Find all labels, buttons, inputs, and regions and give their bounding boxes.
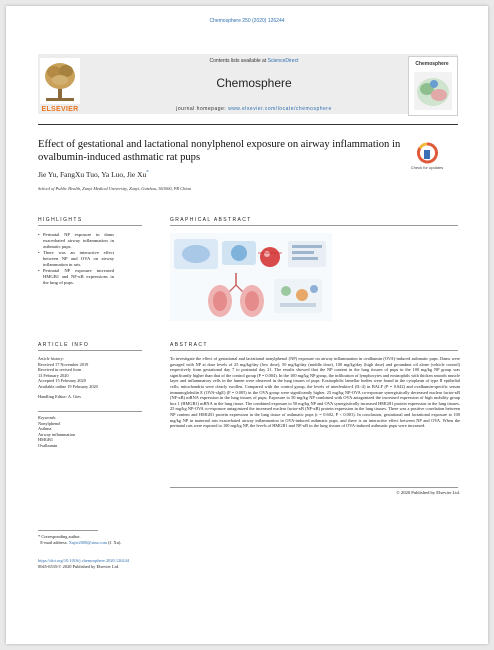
keywords-block (38, 415, 138, 449)
corresponding-author-mark[interactable]: * (146, 170, 149, 176)
homepage-link[interactable]: www.elsevier.com/locate/chemosphere (228, 106, 332, 112)
highlights-list (38, 232, 114, 286)
footnote-rule (38, 530, 98, 531)
author-affiliation: School of Public Health, Zunyi Medical University, Zunyi, Guizhou, 563000, PR China (38, 186, 191, 191)
article-history (38, 356, 138, 399)
corresponding-author-footnote (38, 534, 238, 546)
keywords-label: Keywords: (38, 415, 57, 420)
email-suffix: (J. Xu). (108, 539, 122, 545)
cover-title: Chemosphere (415, 61, 449, 67)
footnote-mark: * (38, 534, 41, 539)
sciencedirect-link[interactable]: ScienceDirect (267, 58, 299, 64)
check-for-updates-label: Check for updates (410, 165, 444, 170)
elsevier-tree-logo[interactable] (40, 58, 80, 104)
graphical-abstract-figure[interactable] (170, 233, 332, 321)
handling-editor: Handling Editor: A. Gies (38, 393, 81, 399)
authors-text: Jie Yu, FangXu Tuo, Ya Luo, Jie Xu (38, 170, 147, 179)
issn-line: 0045-6535/© 2020 Published by Elsevier Ltd. (38, 563, 120, 569)
keywords-rule (38, 411, 142, 412)
highlight-item: • Perinatal NP exposure in dams exacerbated airway inflammation in asthmatic pups. (38, 232, 114, 250)
highlights-rule (38, 225, 142, 226)
header-rule (38, 124, 458, 125)
history-line: 13 February 2020 (38, 372, 69, 378)
article-info-rule (38, 350, 142, 351)
abstract-end-rule (170, 487, 458, 488)
doi-link[interactable]: https://doi.org/10.1016/j.chemosphere.2020.126244 (38, 558, 130, 563)
history-label: Article history: (38, 356, 65, 361)
journal-name: Chemosphere (216, 76, 292, 90)
publisher-name: ELSEVIER (41, 106, 79, 113)
abstract-heading: ABSTRACT (170, 342, 208, 348)
keyword: Asthma (38, 426, 52, 432)
article-title: Effect of gestational and lactational nonylphenol exposure on airway inflammation in ovalbumin-induced asthmatic rat pups (38, 139, 401, 163)
footnote-label: Corresponding author. (41, 534, 81, 539)
history-line: Received 17 November 2019 (38, 361, 89, 367)
doi-block (38, 558, 298, 570)
highlights-heading: HIGHLIGHTS (38, 217, 83, 223)
highlight-item: • Perinatal NP exposure increased HMGB1 and NF-κB expressions in the lung of pups. (38, 268, 114, 286)
email-link[interactable]: Xujie2008@sina.com (68, 539, 108, 545)
journal-reference-link[interactable]: Chemosphere 250 (2020) 126244 (209, 18, 285, 24)
article-info-heading: ARTICLE INFO (38, 342, 90, 348)
history-line: Received in revised form (38, 367, 82, 373)
homepage-prefix: journal homepage: (176, 106, 227, 112)
contents-prefix: Contents lists available at (209, 58, 267, 64)
keyword: Nonylphenol (38, 420, 61, 426)
check-for-updates-icon[interactable] (416, 142, 438, 166)
highlight-item: • There was an interactive effect between NP and OVA on airway inflammation in rats. (38, 250, 114, 268)
keyword: Ovalbumin (38, 442, 58, 448)
history-line: Available online 19 February 2020 (38, 383, 98, 389)
contents-line (86, 58, 422, 64)
article-page (6, 6, 488, 644)
author-list (38, 170, 408, 179)
graphical-abstract-heading: GRAPHICAL ABSTRACT (170, 217, 252, 223)
copyright-line: © 2020 Published by Elsevier Ltd. (396, 490, 460, 495)
abstract-text: To investigate the effect of gestational and lactational nonylphenol (NP) exposure on airway inflammation in ovalbumin (OVA)-induced asthmatic pups. Dams were gavaged with NP at dose levels of 25 mg/kg/day (low dose), 50 mg/kg/day (middle dose), 100 mg/kg/day (high dose) and groundnut oil alone (vehicle control) respectively from gestational day 7 to postnatal day 21. The results showed that the NP content in the lung tissues of pups in the 100 mg/kg NP group was significantly higher than that of the control group (P = 0.004). In the 100 mg/kg NP group, the infiltration of lymphocytes and eosinophils with thicken smooth muscle layer and inflammatory cells in the lumen were observed in the lung tissues of pups. Eosinophilic lamellar bodies were found in the cytoplasm of type II epithelial cells; mitochondria were clearly swollen. Compared with the control group, the levels of interleukin-4 (IL-4) in BALF (P = 0.042) and ovalbumin-specific serum immunoglobulin E (OVA-sIgE) (P = 0.005) in the OVA group were significantly higher. 25 mg/kg NP-OVA co-exposure synergistically decreased nuclear factor-κB (NF-κB) mRNA expression in the lung tissues of pups; Exposure to 50 mg/kg NP combined with OVA antagonized the increased expression of high mobility group box 1 (HMGB1) mRNA in the lung tissue. The combined exposure to 50 mg/kg NP and OVA synergistically increased HMGB1 protein expression in the lung tissues. 25 mg/kg NP-OVA co-exposure antagonized the increased nuclear factor-κB (NF-κB) protein expression in the lung tissues. There was a positive correlation between NP content and HMGB1 protein expression in the lung tissue of asthmatic pups (r = 0.602, P < 0.001). In conclusion, gestational and lactational exposure to 100 mg/kg NP in maternal rats exacerbated airway inflammation in OVA-induced asthmatic pups, and there is an interactive effect between NP and OVA. When the perinatal rats were exposed to 100 mg/kg NP, the levels of HMGB1 and NF-κB in the lung tissues of OVA-induced asthmatic pups were increased. (170, 356, 460, 429)
keyword: HMGB1 (38, 437, 54, 443)
journal-homepage-line (86, 106, 422, 112)
graphical-abstract-rule (170, 225, 458, 226)
abstract-rule (170, 350, 458, 351)
cover-image (414, 72, 452, 110)
email-prefix: E-mail address: (40, 539, 68, 545)
history-line: Accepted 15 February 2020 (38, 378, 86, 384)
keyword: Airway inflammation (38, 431, 76, 437)
